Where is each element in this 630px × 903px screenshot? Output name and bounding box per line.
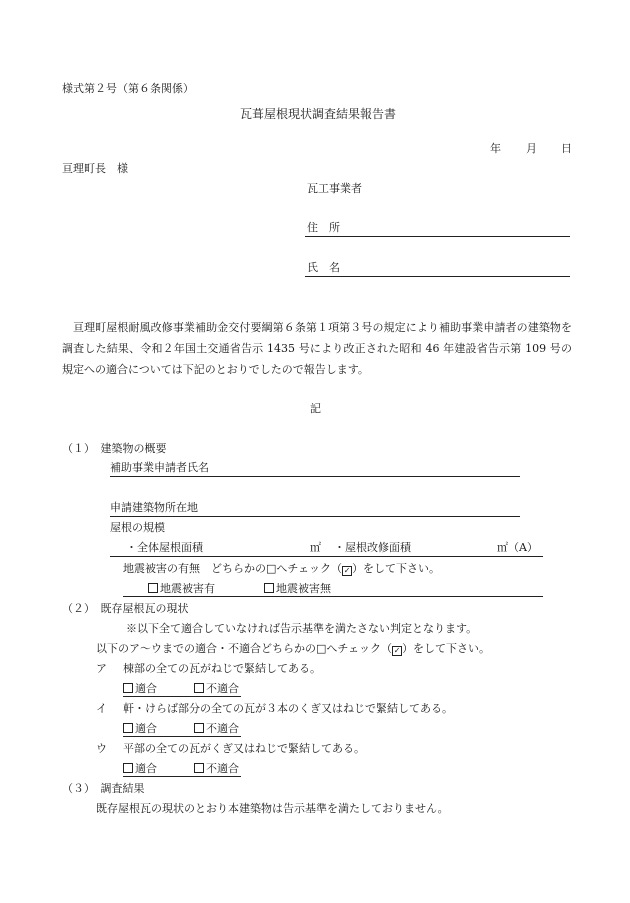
- item-u-line: [123, 776, 241, 777]
- item-i-conform-option[interactable]: [123, 723, 157, 734]
- section1-heading: （１） 建築物の概要: [62, 442, 167, 455]
- applicant-name-line[interactable]: [110, 476, 520, 477]
- name-line[interactable]: [305, 276, 570, 277]
- item-u-mark: ウ: [96, 742, 107, 755]
- item-u-nonconform-option[interactable]: [194, 763, 239, 774]
- checkmark-box-icon: ✓: [343, 566, 351, 575]
- total-area-label: ・全体屋根面積: [126, 541, 203, 554]
- nonconform-label: 不適合: [206, 762, 239, 775]
- building-location-line[interactable]: [110, 516, 520, 517]
- quake-instruction: [123, 563, 440, 576]
- contractor-label: 瓦工事業者: [307, 182, 362, 195]
- checkbox-icon[interactable]: [264, 583, 274, 593]
- date-day: 日: [561, 142, 572, 155]
- quake-yes-label: 地震被害有: [160, 582, 215, 595]
- section2-instruction-text: 以下のア～ウまでの適合・不適合どちらかの□へチェック（: [96, 642, 393, 655]
- checkbox-icon[interactable]: [148, 583, 158, 593]
- checkbox-icon[interactable]: [123, 683, 133, 693]
- quake-no-option[interactable]: [264, 583, 331, 594]
- section2-instruction: [96, 643, 490, 656]
- quake-yes-option[interactable]: [148, 583, 215, 594]
- address-line[interactable]: [305, 236, 570, 237]
- item-i-mark: イ: [96, 702, 107, 715]
- nonconform-label: 不適合: [206, 722, 239, 735]
- section2-note: ※以下全て適合していなければ告示基準を満たさない判定となります。: [126, 622, 478, 635]
- building-location-label: 申請建築物所在地: [110, 501, 198, 514]
- address-label: 住 所: [307, 221, 340, 234]
- date-month: 月: [526, 142, 537, 155]
- roof-scale-label: 屋根の規模: [110, 521, 165, 534]
- section3-result: 既存屋根瓦の現状のとおり本建築物は告示基準を満たしておりません。: [96, 802, 449, 815]
- item-i-text: 軒・けらば部分の全ての瓦が３本のくぎ又はねじで緊結してある。: [123, 702, 453, 715]
- item-i-line: [123, 736, 241, 737]
- body-paragraph: 亘理町屋根耐風改修事業補助金交付要綱第６条第１項第３号の規定により補助事業申請者の建築物を調査した結果、令和２年国土交通省告示 1435 号により改正された昭和 46 年建設省告示第 109 号の規定への適合については下記のとおりでしたので報告します。: [62, 321, 572, 376]
- form-number: 様式第２号（第６条関係）: [62, 82, 194, 95]
- document-title: 瓦葺屋根現状調査結果報告書: [240, 107, 397, 121]
- checkmark-box-icon: ✓: [393, 646, 401, 655]
- checkbox-icon[interactable]: [123, 763, 133, 773]
- checkbox-icon[interactable]: [194, 683, 204, 693]
- item-a-text: 棟部の全ての瓦がねじで緊結してある。: [123, 662, 321, 675]
- applicant-name-label: 補助事業申請者氏名: [110, 461, 209, 474]
- quake-no-label: 地震被害無: [276, 582, 331, 595]
- item-u-text: 平部の全ての瓦がくぎ又はねじで緊結してある。: [123, 742, 365, 755]
- conform-label: 適合: [135, 682, 157, 695]
- section2-heading: （２） 既存屋根瓦の現状: [62, 602, 189, 615]
- section2-instruction-end: ）をして下さい。: [402, 642, 491, 655]
- total-area-unit: ㎡: [310, 541, 321, 554]
- name-label: 氏 名: [307, 261, 340, 274]
- item-a-line: [123, 696, 241, 697]
- conform-label: 適合: [135, 762, 157, 775]
- section3-heading: （３） 調査結果: [62, 782, 145, 795]
- item-u-conform-option[interactable]: [123, 763, 157, 774]
- conform-label: 適合: [135, 722, 157, 735]
- date-year: 年: [490, 142, 501, 155]
- item-a-conform-option[interactable]: [123, 683, 157, 694]
- checkbox-icon[interactable]: [123, 723, 133, 733]
- ki-label: 記: [310, 402, 321, 415]
- checkbox-icon[interactable]: [194, 763, 204, 773]
- item-i-nonconform-option[interactable]: [194, 723, 239, 734]
- nonconform-label: 不適合: [206, 682, 239, 695]
- item-a-nonconform-option[interactable]: [194, 683, 239, 694]
- repair-area-unit: ㎡（A）: [497, 541, 538, 554]
- addressee: 亘理町長 様: [62, 162, 128, 175]
- quake-line: [123, 596, 543, 597]
- quake-instruction-text: 地震被害の有無 どちらかの□へチェック（: [123, 562, 343, 575]
- item-a-mark: ア: [96, 662, 107, 675]
- quake-instruction-end: ）をして下さい。: [352, 562, 441, 575]
- checkbox-icon[interactable]: [194, 723, 204, 733]
- repair-area-label: ・屋根改修面積: [334, 541, 411, 554]
- roof-area-line[interactable]: [110, 556, 543, 557]
